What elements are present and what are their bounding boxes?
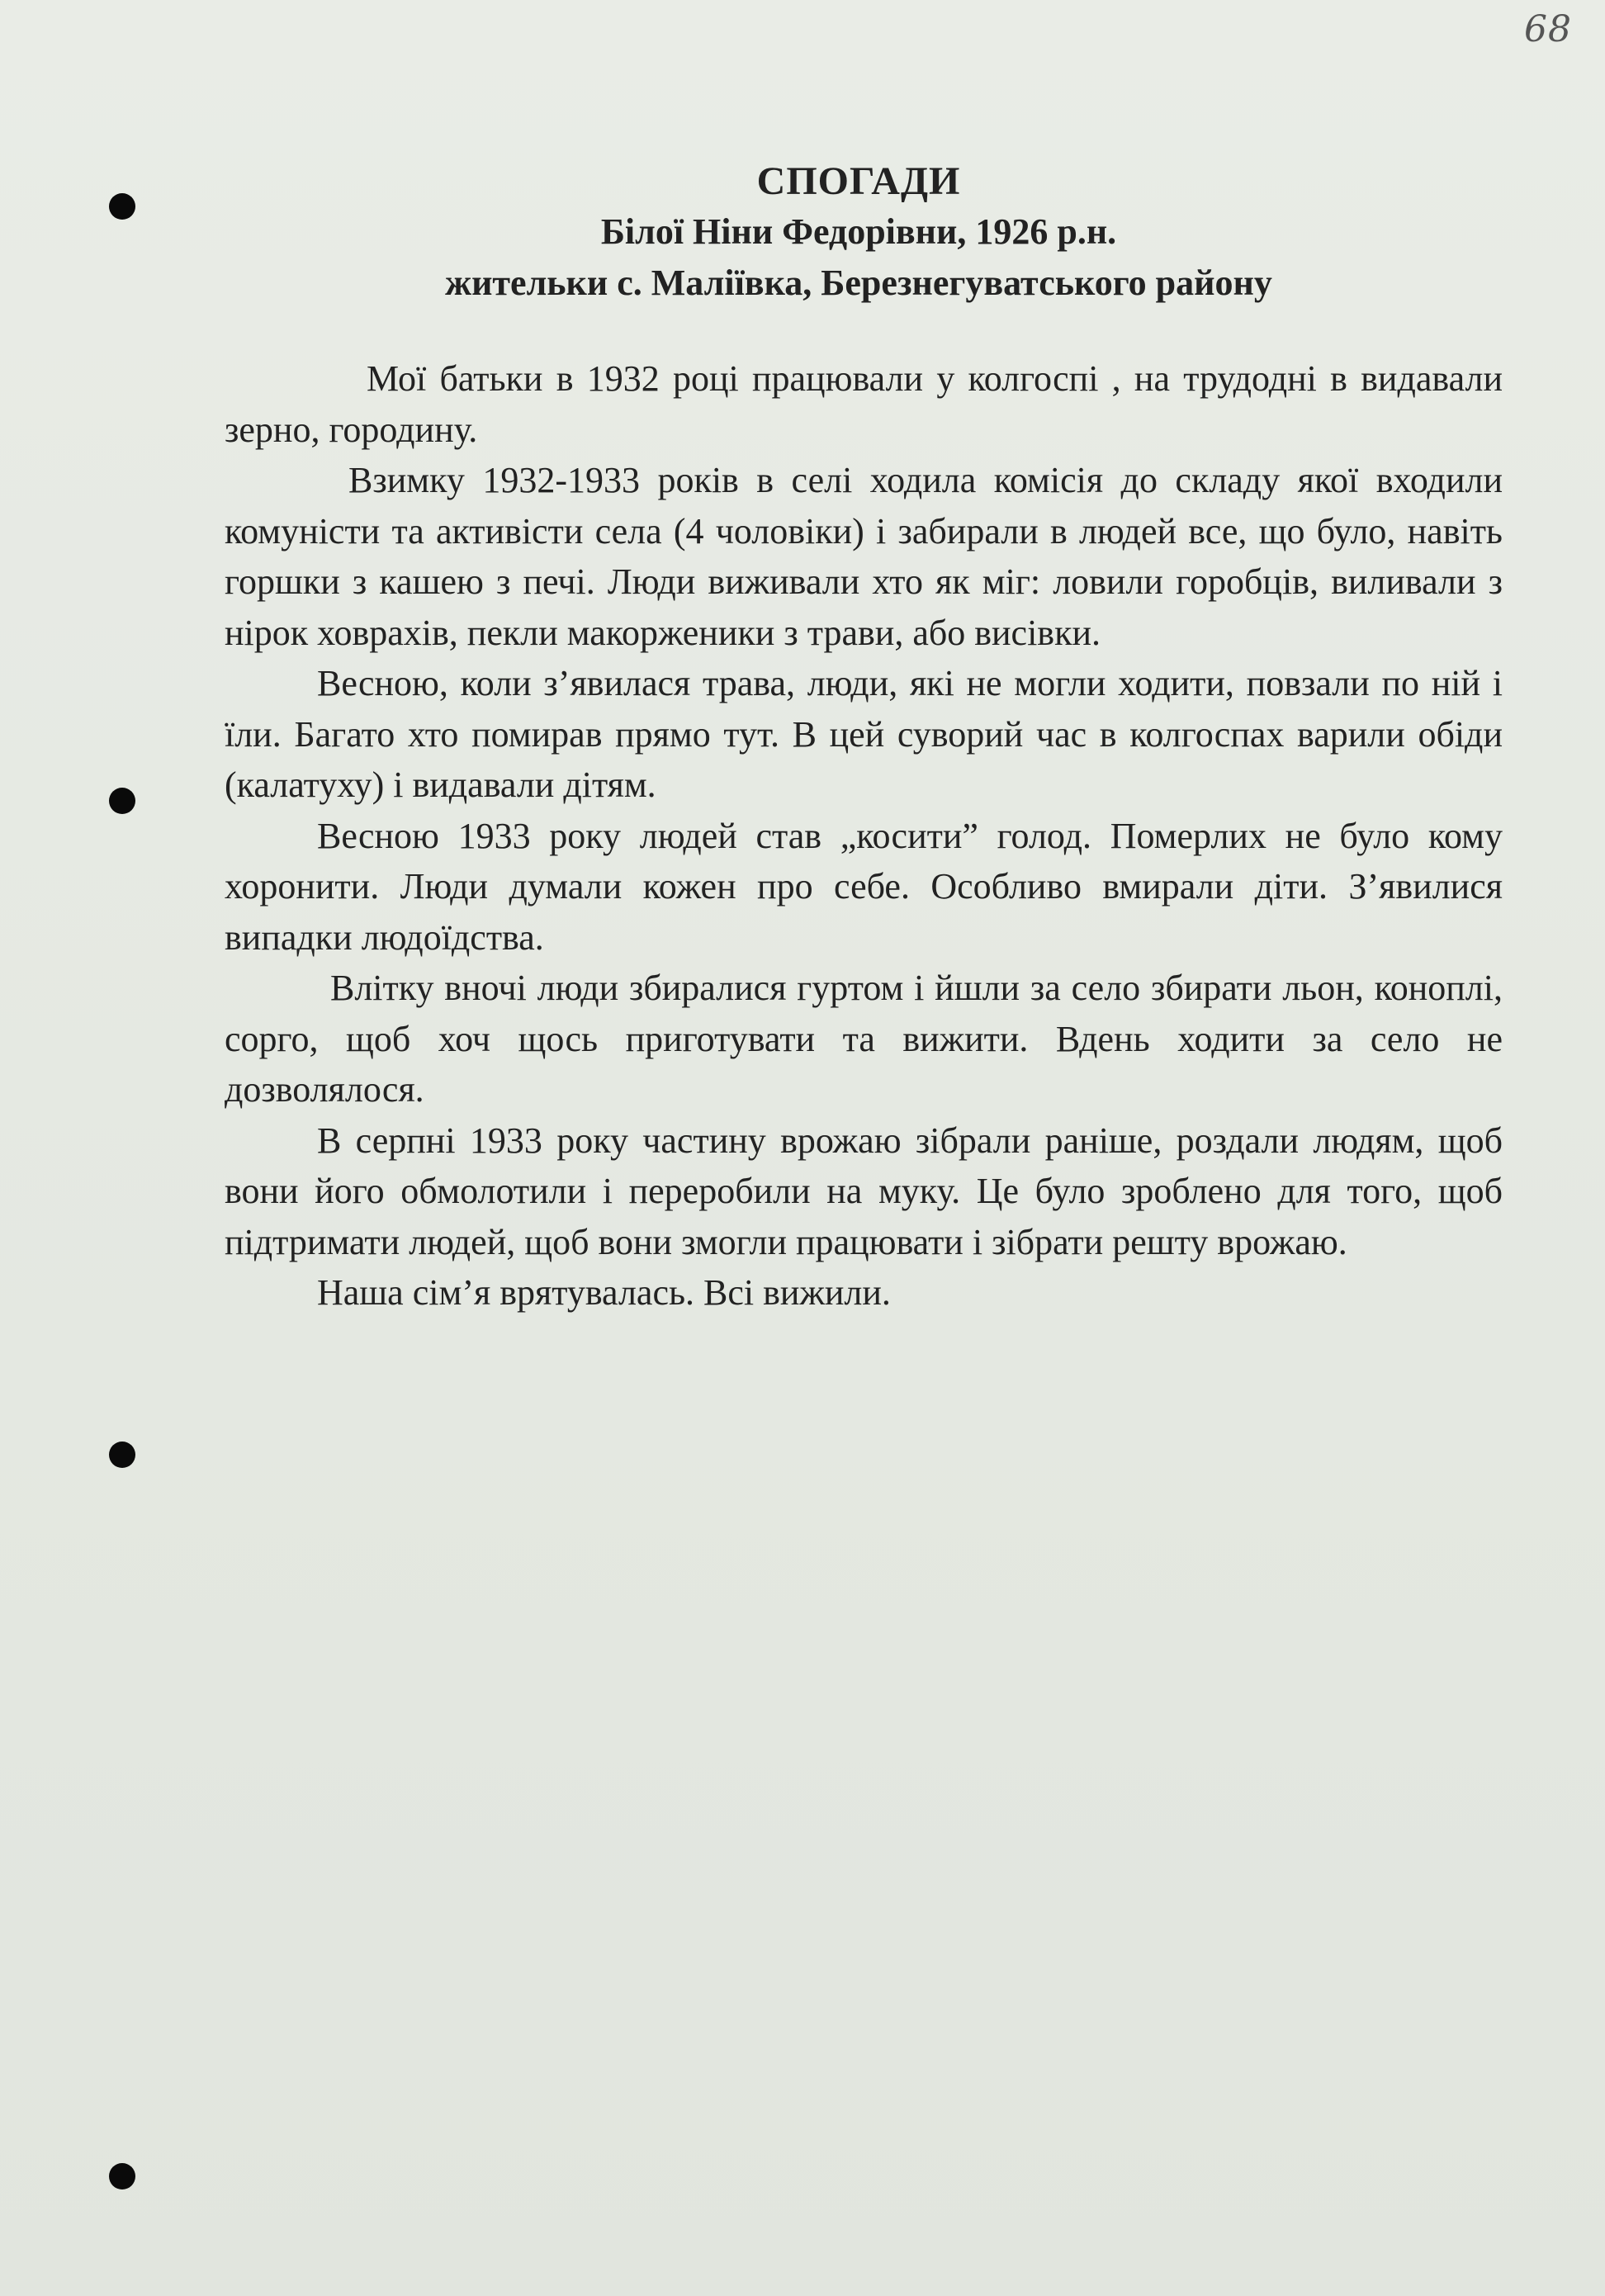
paragraph: Мої батьки в 1932 році працювали у колгоспі , на трудодні в видавали зерно, городину. [225,358,1503,450]
page-number: 68 [1524,8,1572,50]
document-subtitle: Білої Ніни Федорівни, 1926 р.н. [600,211,1117,252]
punch-hole [109,193,135,220]
punch-hole [109,2163,135,2189]
document-title: СПОГАДИ [756,159,961,203]
paragraph: Весною 1933 року людей став „косити” голод. Померлих не було кому хоронити. Люди думали кожен про себе. Особливо вмирали діти. З’явилися випадки людоїдства. [225,815,1503,958]
paragraph: Весною, коли з’явилася трава, люди, які не могли ходити, повзали по ній і їли. Багато хто помирав прямо тут. В цей суворий час в колгоспах варили обіди (калатуху) і видавали дітям. [225,663,1503,805]
document-residence: жительки с. Маліївка, Березнегуватського району [445,263,1272,303]
paragraph: Влітку вночі люди збиралися гуртом і йшли за село збирати льон, коноплі, сорго, щоб хоч щось приготувати та вижити. Вдень ходити за село не дозволялося. [225,968,1503,1110]
punch-hole [109,1442,135,1468]
paragraph: В серпні 1933 року частину врожаю зібрали раніше, роздали людям, щоб вони його обмолотили і переробили на муку. Це було зроблено для того, щоб підтримати людей, щоб вони змогли працювати і зібрати решту врожаю. [225,1120,1503,1262]
paragraph: Наша сім’я врятувалась. Всі вижили. [317,1272,891,1313]
punch-hole [109,788,135,814]
document-header [215,157,1503,309]
document-body [225,353,1503,1318]
paragraph: Взимку 1932-1933 років в селі ходила комісія до складу якої входили комуністи та активісти села (4 чоловіки) і забирали в людей все, що було, навіть горшки з кашею з печі. Люди виживали хто як міг: ловили горобців, виливали з нірок ховрахів, пекли макорженики з трави, або висівки. [225,460,1503,653]
